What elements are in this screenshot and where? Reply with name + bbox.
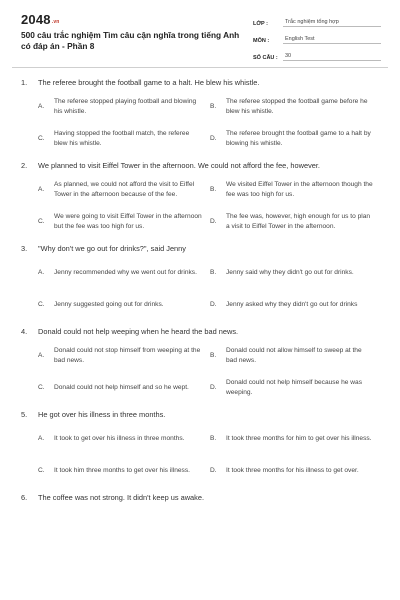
option-letter: A. [38,103,45,111]
question-stem [0,327,400,337]
question-number: 4. [21,327,28,336]
option-text: Jenny suggested going out for drinks. [54,301,164,309]
question-stem [0,161,400,171]
meta-value: 30 [283,53,381,61]
answer-option[interactable] [210,342,382,370]
meta-row-class [253,14,381,27]
option-letter: C. [38,384,45,392]
answer-option[interactable] [38,457,210,485]
header-divider [12,67,388,68]
answer-options [0,176,400,236]
answer-option[interactable] [38,125,210,153]
question-text: "Why don't we go out for drinks?", said Jenny [38,244,186,253]
answer-option[interactable] [38,342,210,370]
meta-label: LỚP : [253,21,268,27]
option-text: Donald could not help himself because he was weeping. [226,379,362,396]
option-text: We visited Eiffel Tower in the afternoon though the fee was too high for us. [226,181,373,198]
option-letter: B. [210,352,217,360]
option-text: It took three months for his illness to get over. [226,467,359,475]
question-stem [0,78,400,88]
option-letter: A. [38,435,45,443]
option-text: The referee brought the football game to a halt by blowing his whistle. [226,130,371,147]
question-text: The referee brought the football game to a halt. He blew his whistle. [38,78,260,87]
answer-option[interactable] [210,93,382,121]
question-stem [0,493,400,503]
option-text: Jenny said why they didn't go out for drinks. [226,269,354,277]
option-letter: D. [210,301,217,309]
question-text: Donald could not help weeping when he heard the bad news. [38,327,239,336]
answer-options [0,425,400,485]
question-number: 2. [21,161,28,170]
option-letter: B. [210,186,217,194]
question-stem [0,410,400,420]
question-number: 5. [21,410,28,419]
option-text: Donald could not stop himself from weeping at the bad news. [54,347,201,364]
question-list [0,78,400,511]
question-block [0,327,400,402]
question-block [0,161,400,236]
question-number: 1. [21,78,28,87]
answer-option[interactable] [38,425,210,453]
option-text: It took to get over his illness in three months. [54,435,185,443]
option-text: Donald could not help himself and so he wept. [54,384,189,392]
answer-option[interactable] [210,457,382,485]
option-letter: D. [210,384,217,392]
answer-option[interactable] [210,374,382,402]
option-letter: B. [210,269,217,277]
option-letter: C. [38,135,45,143]
option-letter: B. [210,435,217,443]
question-block [0,244,400,319]
document-title: 500 câu trắc nghiệm Tìm câu cận nghĩa trong tiếng Anh có đáp án - Phần 8 [21,30,240,51]
answer-option[interactable] [38,374,210,402]
logo-main: 2048 [21,12,51,27]
question-block [0,410,400,485]
question-text: The coffee was not strong. It didn't keep us awake. [38,493,205,502]
option-text: Jenny recommended why we went out for drinks. [54,269,197,277]
option-letter: A. [38,269,45,277]
question-block [0,78,400,153]
question-text: He got over his illness in three months. [38,410,166,419]
answer-option[interactable] [38,259,210,287]
option-letter: D. [210,467,217,475]
answer-option[interactable] [210,291,382,319]
option-text: We were going to visit Eiffel Tower in the afternoon but the fee was too high for us. [54,213,202,230]
meta-info [253,14,381,65]
meta-value: Trắc nghiệm tổng hợp [283,19,381,27]
option-letter: A. [38,352,45,360]
option-text: Donald could not allow himself to sweep at the bad news. [226,347,362,364]
question-text: We planned to visit Eiffel Tower in the afternoon. We could not afford the fee, however. [38,161,320,170]
option-text: As planned, we could not afford the visit to Eiffel Tower in the afternoon because of the fee. [54,181,195,198]
answer-option[interactable] [210,425,382,453]
question-number: 6. [21,493,28,502]
question-stem [0,244,400,254]
option-letter: D. [210,135,217,143]
option-text: Having stopped the football match, the referee blew his whistle. [54,130,190,147]
answer-options [0,259,400,319]
meta-row-count [253,48,381,61]
option-text: The referee stopped playing football and blowing his whistle. [54,98,197,115]
answer-option[interactable] [210,208,382,236]
meta-label: SỐ CÂU : [253,55,278,61]
answer-option[interactable] [38,93,210,121]
question-number: 3. [21,244,28,253]
answer-option[interactable] [210,125,382,153]
site-logo[interactable] [21,12,60,27]
option-letter: C. [38,467,45,475]
answer-option[interactable] [38,208,210,236]
option-letter: D. [210,218,217,226]
answer-option[interactable] [210,176,382,204]
answer-option[interactable] [210,259,382,287]
option-text: The referee stopped the football game before he blew his whistle. [226,98,368,115]
answer-options [0,342,400,402]
option-letter: A. [38,186,45,194]
meta-label: MÔN : [253,38,270,44]
option-letter: B. [210,103,217,111]
meta-value: English Test [283,36,381,44]
option-text: The fee was, however, high enough for us to plan a visit to Eiffel Tower in the afternoon. [226,213,371,230]
answer-option[interactable] [38,291,210,319]
option-letter: C. [38,301,45,309]
logo-suffix: .vn [51,19,60,25]
meta-row-subject [253,31,381,44]
answer-option[interactable] [38,176,210,204]
option-text: It took three months for him to get over his illness. [226,435,372,443]
option-letter: C. [38,218,45,226]
option-text: Jenny asked why they didn't go out for drinks [226,301,358,309]
worksheet-header [0,0,400,66]
question-block [0,493,400,503]
option-text: It took him three months to get over his illness. [54,467,190,475]
answer-options [0,93,400,153]
